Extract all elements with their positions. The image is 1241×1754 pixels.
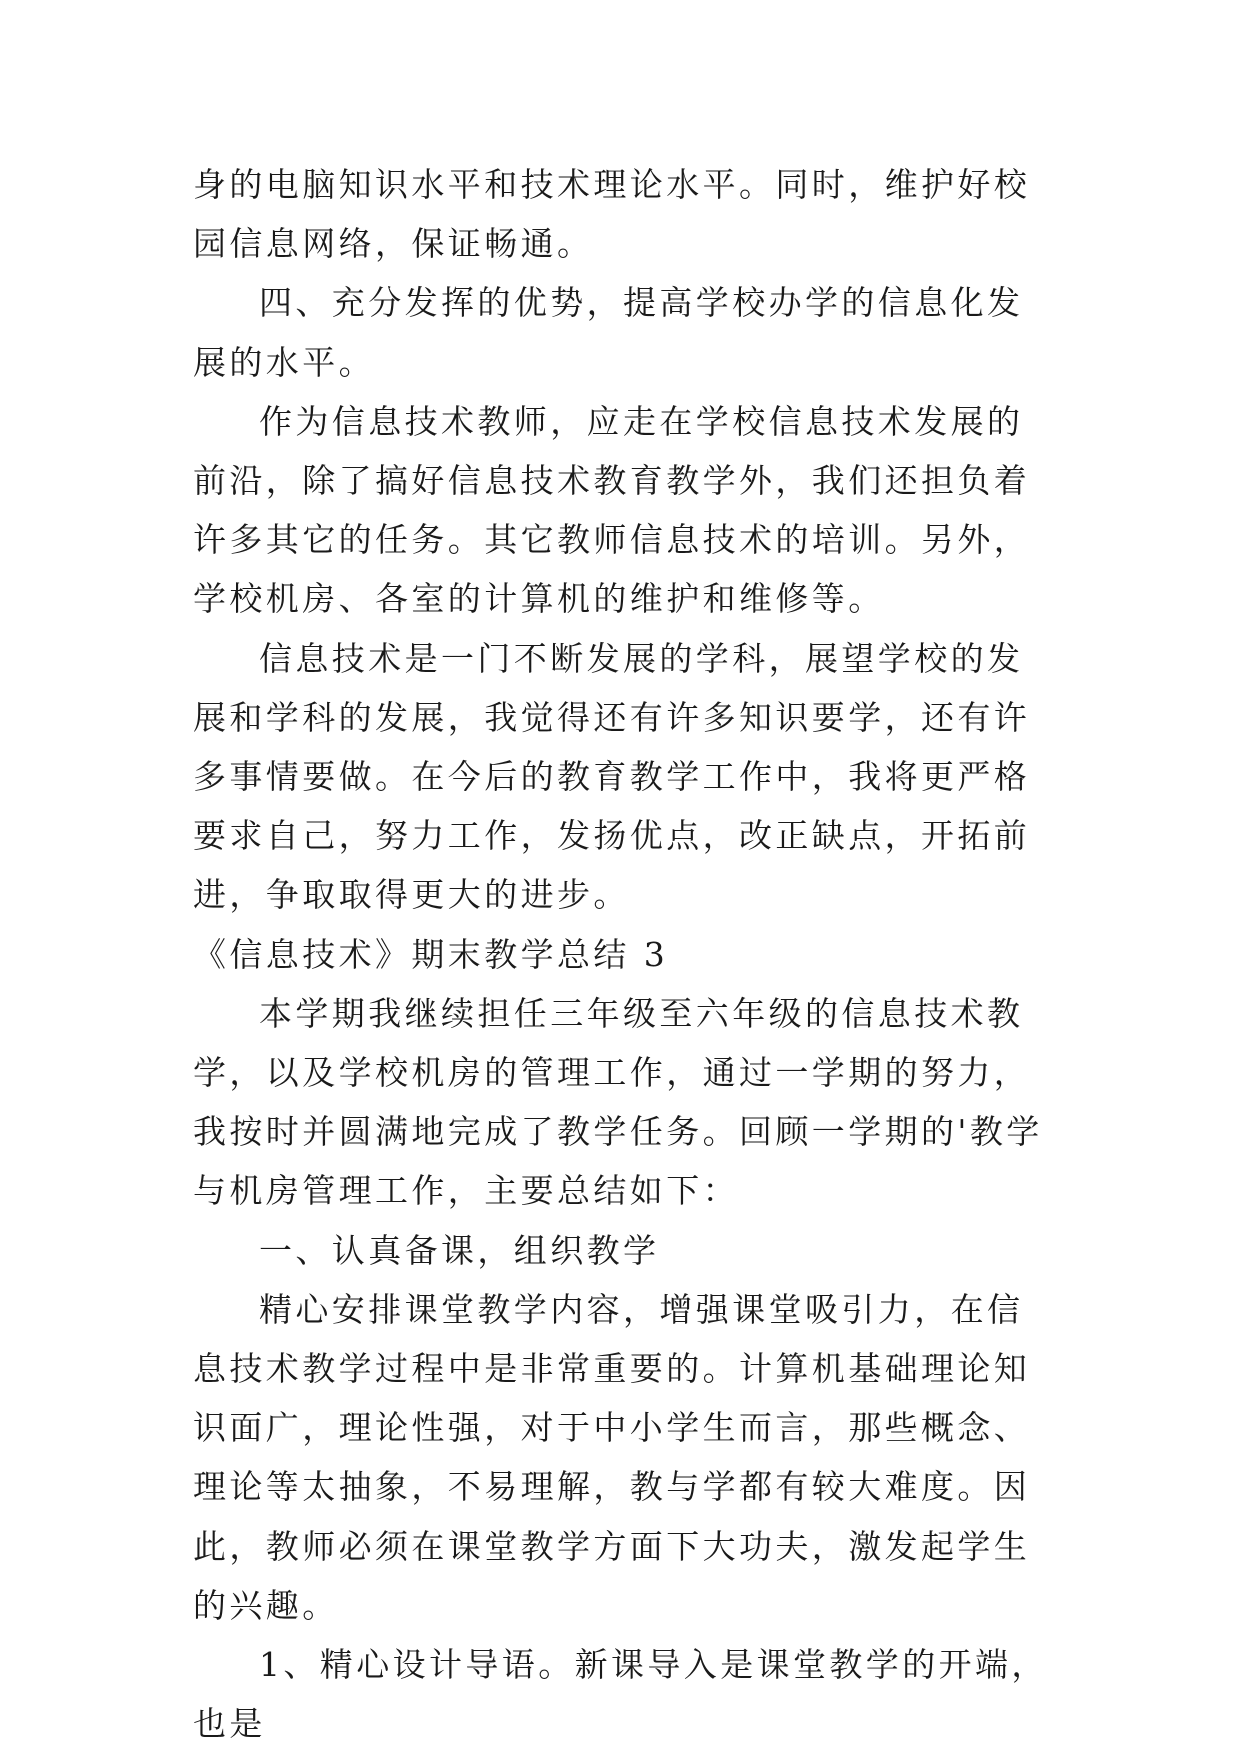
paragraph-lesson-planning: 精心安排课堂教学内容，增强课堂吸引力，在信息技术教学过程中是非常重要的。计算机基础理论知识面广，理论性强，对于中小学生而言，那些概念、理论等太抽象，不易理解，教与学都有较大难度。因此，教师必须在课堂教学方面下大功夫，激发起学生的兴趣。: [193, 1289, 1031, 1625]
paragraph-section-four-heading: 四、充分发挥的优势，提高学校办学的信息化发展的水平。: [193, 283, 1024, 382]
document-page: [193, 155, 1053, 1753]
paragraph-section-one-heading: 一、认真备课，组织教学: [259, 1230, 660, 1270]
paragraph-intro-design: 1、精心设计导语。新课导入是课堂教学的开端，也是: [193, 1645, 1048, 1744]
paragraph-continuation: 身的电脑知识水平和技术理论水平。同时，维护好校园信息网络，保证畅通。: [193, 165, 1031, 264]
paragraph-outlook: 信息技术是一门不断发展的学科，展望学校的发展和学科的发展，我觉得还有许多知识要学，还有许多事情要做。在今后的教育教学工作中，我将更严格要求自己，努力工作，发扬优点，改正缺点，开拓前进，争取取得更大的进步。: [193, 638, 1031, 915]
paragraph-teacher-role: 作为信息技术教师，应走在学校信息技术发展的前沿，除了搞好信息技术教育教学外，我们还担负着许多其它的任务。其它教师信息技术的培训。另外，学校机房、各室的计算机的维护和维修等。: [193, 401, 1031, 619]
paragraph-semester-intro: 本学期我继续担任三年级至六年级的信息技术教学，以及学校机房的管理工作，通过一学期的努力，我按时并圆满地完成了教学任务。回顾一学期的'教学与机房管理工作，主要总结如下：: [193, 993, 1043, 1211]
section-title: 《信息技术》期末教学总结 3: [193, 934, 669, 974]
